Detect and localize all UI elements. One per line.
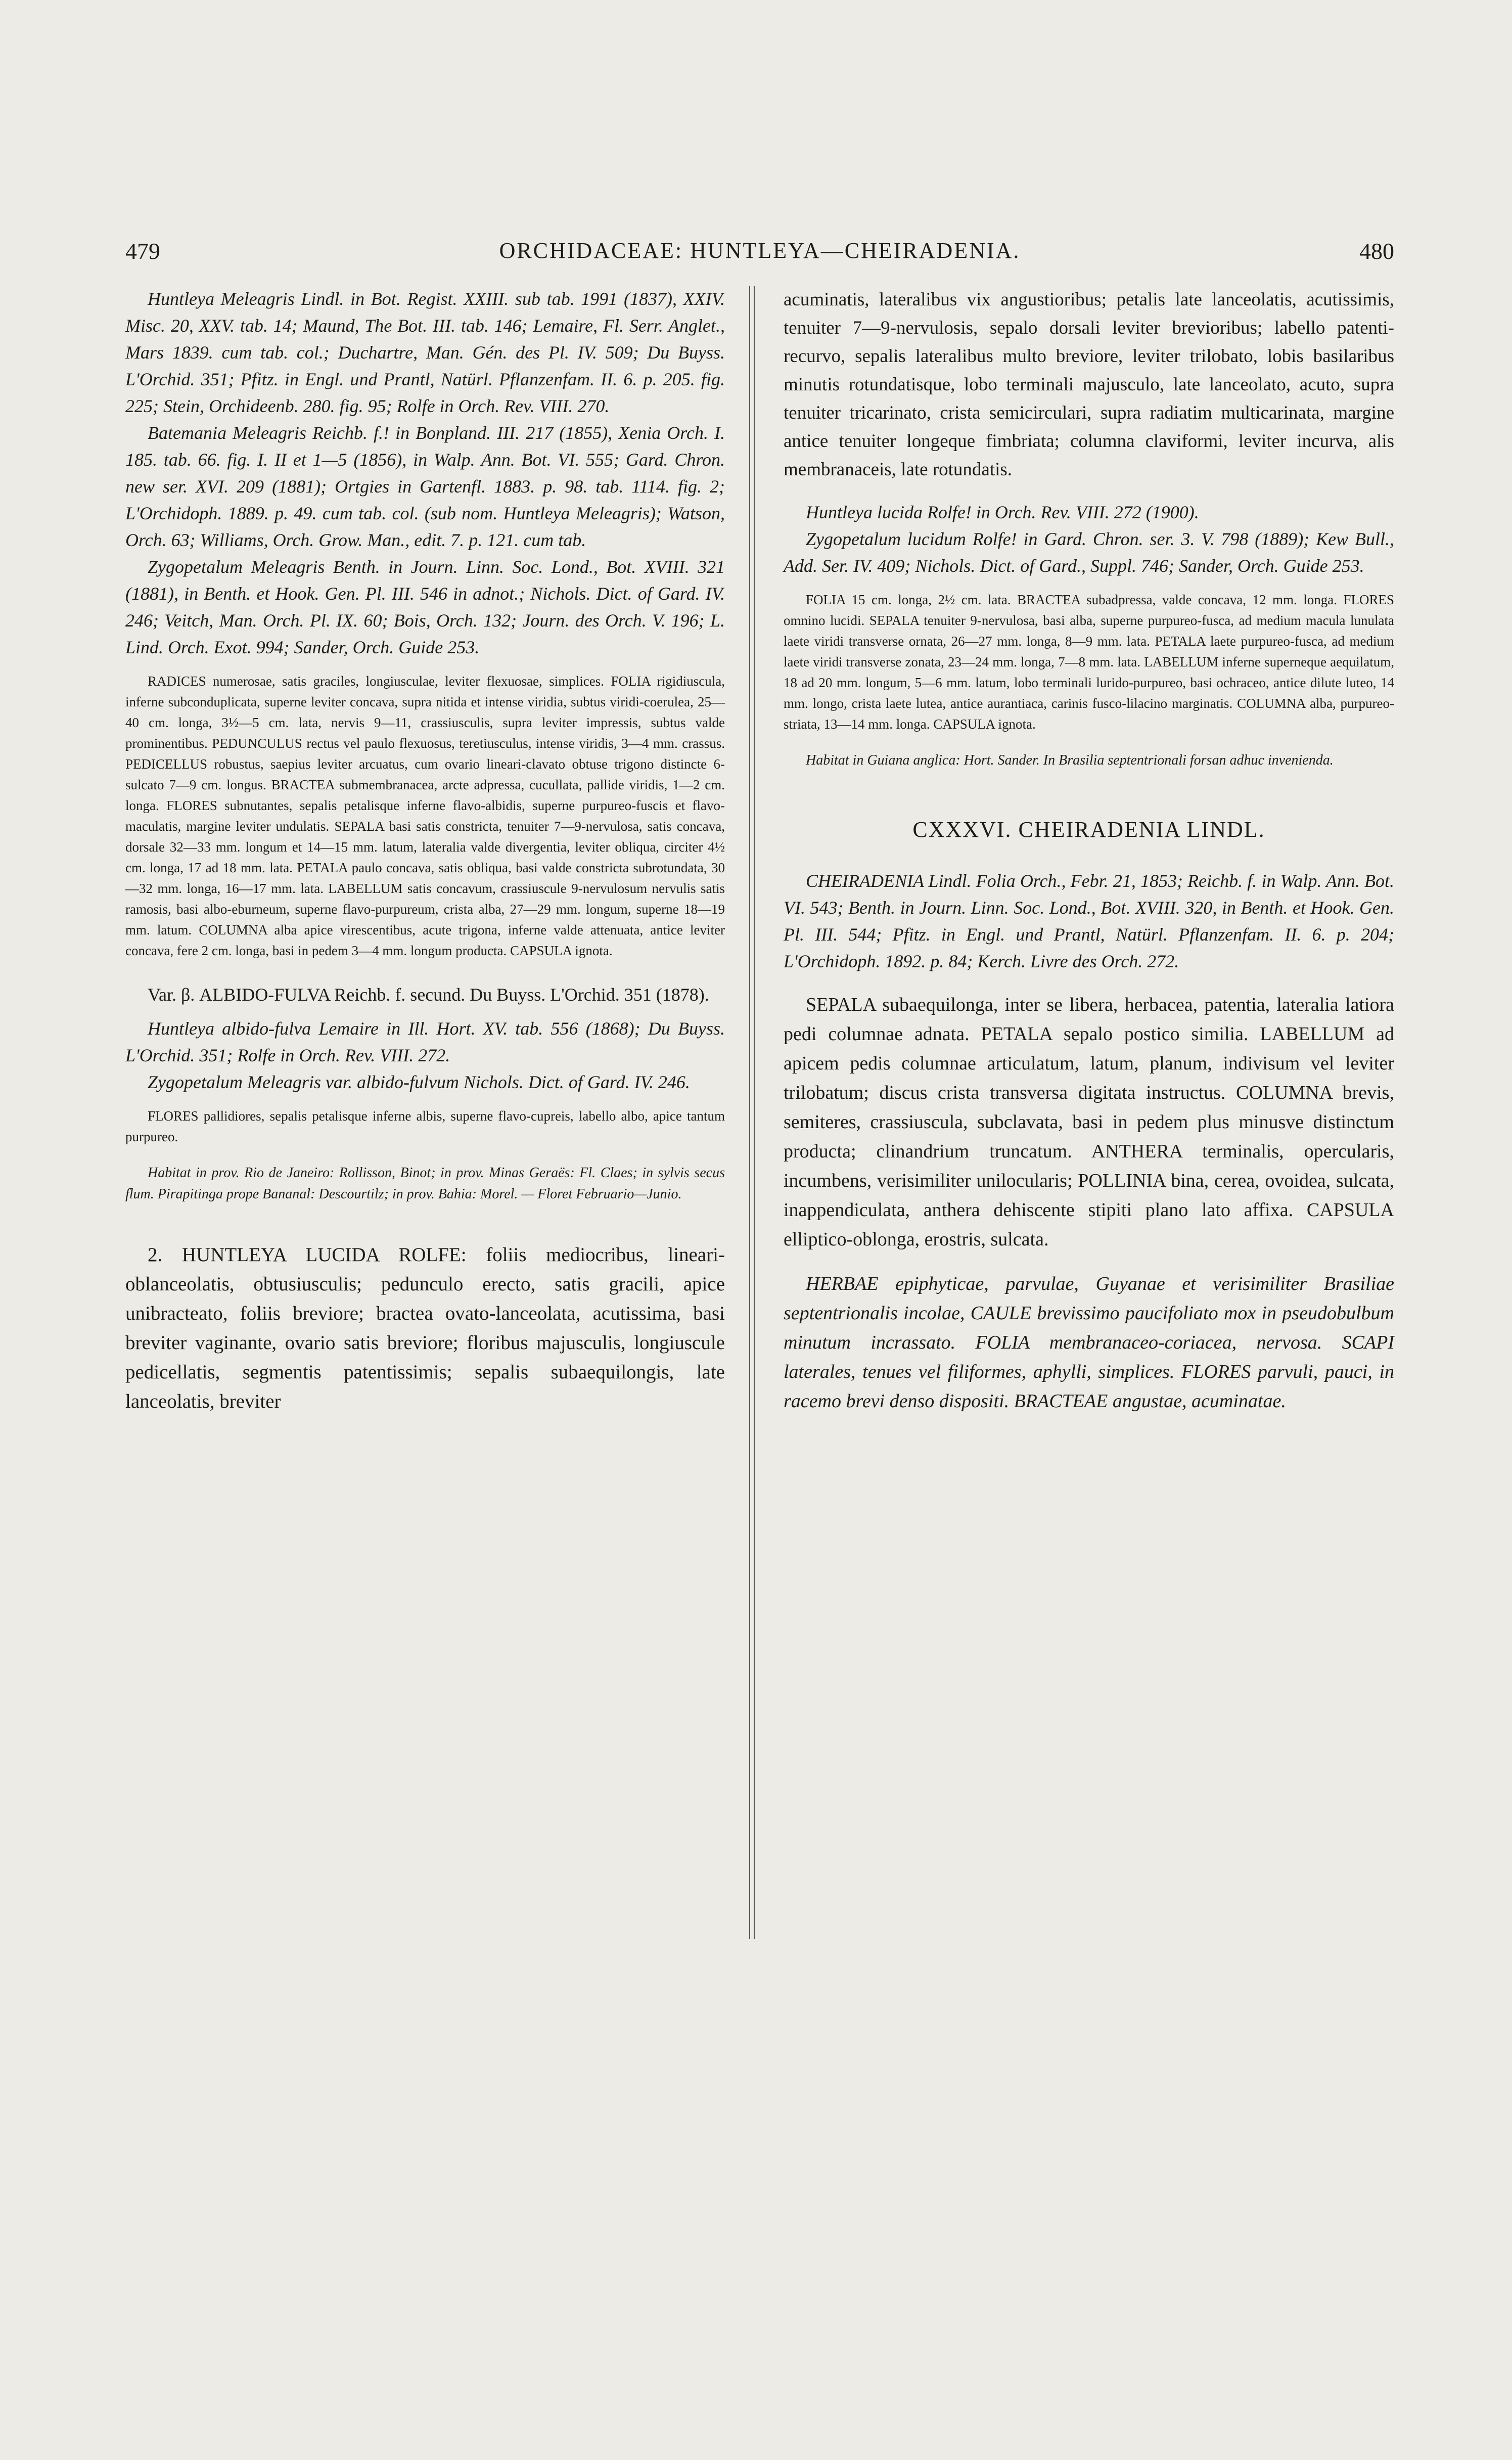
left-column [125, 286, 725, 1416]
variety-citation: Huntleya albido-fulva Lemaire in Ill. Hort. XV. tab. 556 (1868); Du Buyss. L'Orchid. 351; Rolfe in Orch. Rev. VIII. 272. [125, 1018, 725, 1065]
species-description: RADICES numerosae, satis graciles, longiusculae, leviter flexuosae, simplices. FOLIA rigidiuscula, inferne subconduplicata, superne leviter concava, supra nitida et intense viridia, subtus viridi-coerulea, 25—40 cm. longa, 3½—5 cm. lata, nervis 9—11, crassiusculis, supra leviter impressis, subtus valde prominentibus. PEDUNCULUS rectus vel paulo flexuosus, teretiusculus, intense viridis, 3—4 mm. crassus. PEDICELLUS robustus, saepius leviter arcuatus, cum ovario lineari-clavato obtuse trigono distincte 6-sulcato 7—9 cm. longus. BRACTEA submembranacea, arcte adpressa, cucullata, pallide viridis, 1—2 cm. longa. FLORES subnutantes, sepalis petalisque inferne flavo-albidis, superne purpureo-fuscis et flavo-maculatis, margine leviter undulatis. SEPALA basi satis constricta, tenuiter 7—9-nervulosa, satis concava, dorsale 32—33 mm. longum et 14—15 mm. latum, lateralia valde divergentia, leviter obliqua, circiter 4½ cm. longa, 17 ad 18 mm. lata. PETALA paulo concava, satis obliqua, basi valde constricta subrotundata, 30—32 mm. longa, 16—17 mm. lata. LABELLUM satis concavum, crassiuscule 9-nervulosum nervulis satis ramosis, basi albo-eburneum, superne flavo-purpureum, crista alba, 27—29 mm. longum, superne 18—19 mm. latum. COLUMNA alba apice virescentibus, acute trigona, inferne valde attenuata, antice leviter concava, fere 2 cm. longa, basi in pedem 3—4 mm. longum producta. CAPSULA ignota. [125, 674, 725, 958]
genus-habit: HERBAE epiphyticae, parvulae, Guyanae et verisimiliter Brasiliae septentrionalis incolae, CAULE brevissimo paucifoliato mox in pseudobulbum minutum incrassato. FOLIA membranaceo-coriacea, nervosa. SCAPI laterales, tenues vel filiformes, aphylli, simplices. FLORES parvuli, pauci, in racemo brevi denso dispositi. BRACTEAE angustae, acuminatae. [784, 1273, 1394, 1412]
habitat-note: Habitat in prov. Rio de Janeiro: Rollisson, Binot; in prov. Minas Geraës: Fl. Claes; in sylvis secus flum. Pirapitinga prope Bananal: Descourtilz; in prov. Bahia: Morel. — Floret Februario—Junio. [125, 1165, 725, 1202]
synonymy-citation: Zygopetalum Meleagris Benth. in Journ. Linn. Soc. Lond., Bot. XVIII. 321 (1881), in Benth. et Hook. Gen. Pl. III. 546 in adnot.; Nichols. Dict. of Gard. IV. 246; Veitch, Man. Orch. Pl. IX. 60; Bois, Orch. 132; Journ. des Orch. V. 196; L. Lind. Orch. Exot. 994; Sander, Orch. Guide 253. [125, 557, 725, 657]
page-number-right: 480 [1359, 238, 1394, 264]
variety-citation: Zygopetalum Meleagris var. albido-fulvum Nichols. Dict. of Gard. IV. 246. [148, 1072, 690, 1092]
synonymy-citation: Huntleya Meleagris Lindl. in Bot. Regist. XXIII. sub tab. 1991 (1837), XXIV. Misc. 20, XXV. tab. 14; Maund, The Bot. III. tab. 146; Lemaire, Fl. Serr. Anglet., Mars 1839. cum tab. col.; Duchartre, Man. Gén. des Pl. IV. 509; Du Buyss. L'Orchid. 351; Pfitz. in Engl. und Prantl, Natürl. Pflanzenfam. II. 6. p. 205. fig. 225; Stein, Orchideenb. 280. fig. 95; Rolfe in Orch. Rev. VIII. 270. [125, 289, 725, 416]
page-number-left: 479 [125, 238, 160, 264]
genus-heading: CXXXVI. CHEIRADENIA LINDL. [912, 817, 1265, 842]
synonymy-citation: Huntleya lucida Rolfe! in Orch. Rev. VIII. 272 (1900). [806, 502, 1199, 522]
genus-citation: CHEIRADENIA Lindl. Folia Orch., Febr. 21, 1853; Reichb. f. in Walp. Ann. Bot. VI. 543; Benth. in Journ. Linn. Soc. Lond., Bot. XVIII. 320, in Benth. et Hook. Gen. Pl. III. 544; Pfitz. in Engl. und Prantl, Natürl. Pflanzenfam. II. 6. p. 204; L'Orchidoph. 1892. p. 84; Kerch. Livre des Orch. 272. [784, 871, 1394, 971]
column-divider [749, 286, 755, 1939]
synonymy-citation: Zygopetalum lucidum Rolfe! in Gard. Chron. ser. 3. V. 798 (1889); Kew Bull., Add. Ser. IV. 409; Nichols. Dict. of Gard., Suppl. 746; Sander, Orch. Guide 253. [784, 529, 1394, 576]
genus-description: SEPALA subaequilonga, inter se libera, herbacea, patentia, lateralia latiora pedi columnae adnata. PETALA sepalo postico similia. LABELLUM ad apicem pedis columnae articulatum, latum, planum, indivisum vel leviter trilobatum; discus crista transversa digitata instructus. COLUMNA brevis, semiteres, crassiuscula, subclavata, basi in pedem plus minusve distinctum producta; clinandrium truncatum. ANTHERA terminalis, opercularis, incumbens, verisimiliter unilocularis; POLLINIA bina, cerea, ovoidea, sulcata, inappendiculata, anthera dehiscente stipiti plano lato affixa. CAPSULA elliptico-oblonga, erostris, sulcata. [784, 994, 1394, 1250]
species-description: FOLIA 15 cm. longa, 2½ cm. lata. BRACTEA subadpressa, valde concava, 12 mm. longa. FLORES omnino lucidi. SEPALA tenuiter 9-nervulosa, basi alba, superne purpureo-fusca, ad medium macula lunulata laete viridi transverse ornata, 26—27 mm. longa, 8—9 mm. lata. PETALA laete purpureo-fusca, ad medium laete viridi transverse zonata, 23—24 mm. longa, 7—8 mm. lata. LABELLUM inferne superneque aequilatum, 18 ad 20 mm. longum, 5—6 mm. latum, lobo terminali lurido-purpureo, basi ochraceo, antice dilute luteo, 14 mm. longo, crista laete lutea, antice aurantiaca, carinis fusco-lilacino marginatis. COLUMNA alba, purpureo-striata, 13—14 mm. longa. CAPSULA ignota. [784, 592, 1394, 732]
habitat-note: Habitat in Guiana anglica: Hort. Sander. In Brasilia septentrionali forsan adhuc invenienda. [806, 752, 1334, 768]
species-diagnosis: 2. HUNTLEYA LUCIDA ROLFE: foliis mediocribus, lineari-oblanceolatis, obtusiusculis; pedunculo erecto, satis gracili, apice unibracteato, foliis breviore; bractea ovato-lanceolata, acutissima, basi breviter vaginante, ovario satis breviore; floribus majusculis, longiuscule pedicellatis, segmentis patentissimis; sepalis subaequilongis, late lanceolatis, breviter [125, 1244, 725, 1412]
right-column [784, 286, 1394, 1416]
variety-description: FLORES pallidiores, sepalis petalisque inferne albis, superne flavo-cupreis, labello albo, apice tantum purpureo. [125, 1108, 725, 1144]
variety-heading: Var. β. ALBIDO-FULVA Reichb. f. secund. Du Buyss. L'Orchid. 351 (1878). [148, 985, 709, 1005]
page-header [125, 238, 1394, 278]
synonymy-citation: Batemania Meleagris Reichb. f.! in Bonpland. III. 217 (1855), Xenia Orch. I. 185. tab. 66. fig. I. II et 1—5 (1856), in Walp. Ann. Bot. VI. 555; Gard. Chron. new ser. XVI. 209 (1881); Ortgies in Gartenfl. 1883. p. 98. tab. 1114. fig. 2; L'Orchidoph. 1889. p. 49. cum tab. col. (sub nom. Huntleya Meleagris); Watson, Orch. 63; Williams, Orch. Grow. Man., edit. 7. p. 121. cum tab. [125, 423, 725, 550]
running-title: ORCHIDACEAE: HUNTLEYA—CHEIRADENIA. [499, 238, 1021, 263]
diagnosis-continued: acuminatis, lateralibus vix angustioribus; petalis late lanceolatis, acutissimis, tenuiter 7—9-nervulosis, sepalo dorsali leviter brevioribus; labello patenti-recurvo, sepalis lateralibus multo breviore, leviter trilobato, lobis basilaribus minutis rotundatisque, lobo terminali majusculo, late lanceolato, acuto, supra tenuiter tricarinato, crista semicirculari, supra radiatim multicarinata, margine antice tenuiter longeque fimbriata; columna claviformi, leviter incurva, alis membranaceis, late rotundatis. [784, 289, 1394, 480]
